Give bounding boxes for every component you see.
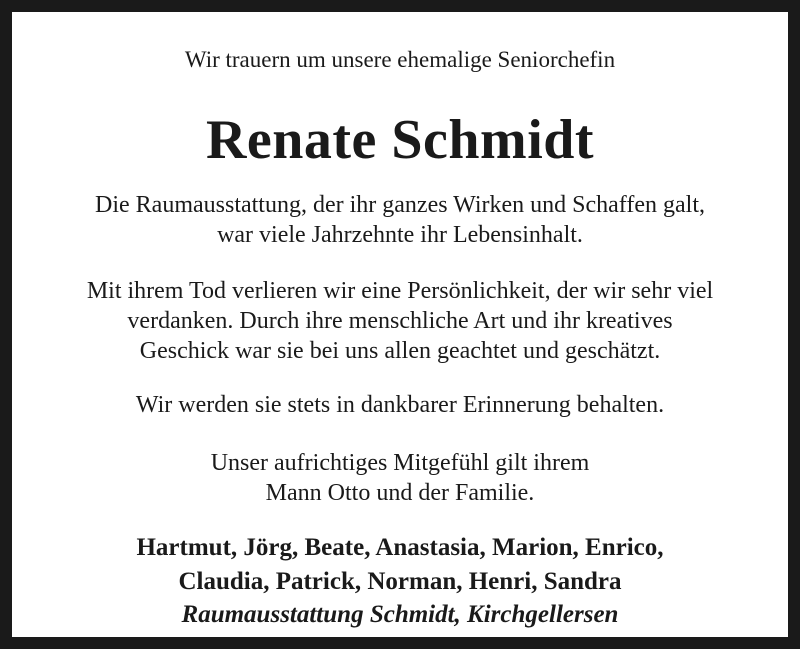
deceased-name: Renate Schmidt — [205, 109, 595, 171]
signatories-line2: Claudia, Patrick, Norman, Henri, Sandra — [178, 568, 622, 595]
paragraph4-line1: Unser aufrichtiges Mitgefühl gilt ihrem — [210, 450, 590, 476]
paragraph2-line1: Mit ihrem Tod verlieren wir eine Persönlichkeit, der wir sehr viel — [86, 278, 714, 304]
company-name: Raumausstattung Schmidt, Kirchgellersen — [181, 601, 619, 628]
paragraph1-line1: Die Raumausstattung, der ihr ganzes Wirken und Schaffen galt, — [95, 192, 705, 218]
paragraph1-line2: war viele Jahrzehnte ihr Lebensinhalt. — [217, 222, 583, 248]
paragraph4-line2: Mann Otto und der Familie. — [265, 480, 535, 506]
signatories-line1: Hartmut, Jörg, Beate, Anastasia, Marion, Enrico, — [136, 534, 664, 561]
paragraph2-line3: Geschick war sie bei uns allen geachtet und geschätzt. — [139, 338, 661, 364]
intro-line: Wir trauern um unsere ehemalige Seniorchefin — [184, 47, 616, 72]
paragraph2-line2: verdanken. Durch ihre menschliche Art und ihr kreatives — [127, 308, 673, 334]
paragraph3-line: Wir werden sie stets in dankbarer Erinnerung behalten. — [135, 392, 665, 418]
obituary-content — [24, 24, 776, 628]
